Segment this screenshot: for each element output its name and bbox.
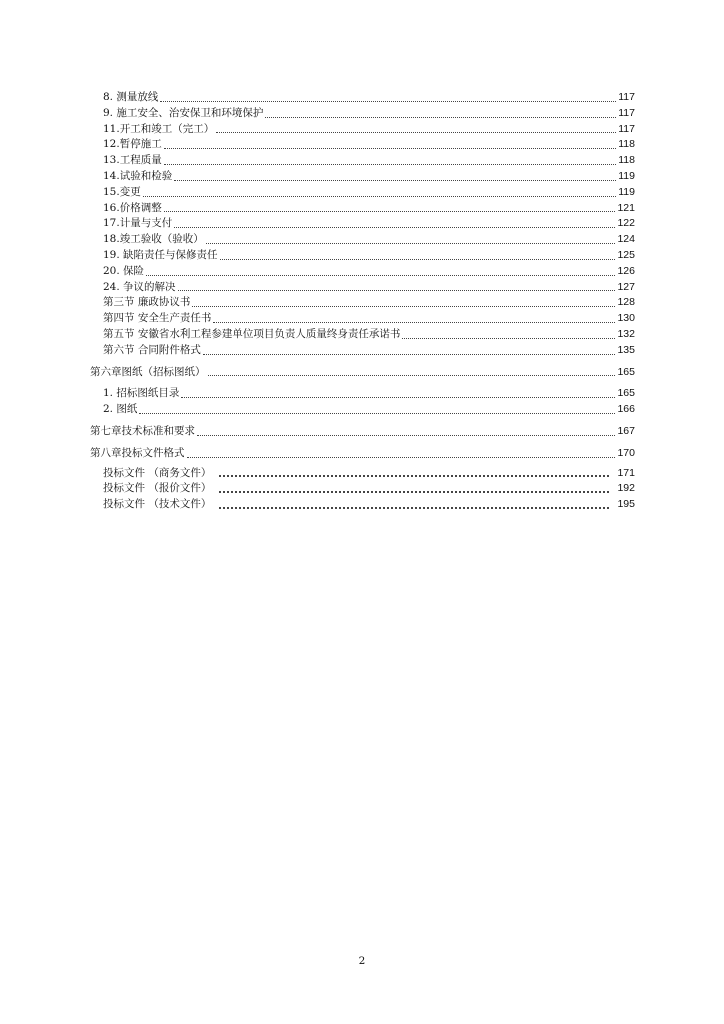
toc-label: 投标文件 （技术文件） (103, 498, 212, 511)
toc-entry[interactable] (90, 343, 635, 359)
toc-entry[interactable] (90, 216, 635, 232)
toc-entry[interactable] (90, 424, 635, 440)
toc-entry[interactable] (90, 466, 635, 482)
toc-entry[interactable] (90, 481, 635, 497)
toc-page: 128 (617, 296, 635, 309)
dot-leader (174, 226, 615, 228)
toc-entry[interactable] (90, 402, 635, 418)
toc-entry[interactable] (90, 311, 635, 327)
table-of-contents (90, 90, 635, 513)
dot-leader (213, 321, 615, 323)
dot-leader (219, 490, 609, 493)
dot-leader (220, 258, 616, 260)
toc-entry[interactable] (90, 90, 635, 106)
toc-label: 第三节 廉政协议书 (103, 296, 191, 309)
toc-page: 167 (617, 424, 635, 437)
toc-entry[interactable] (90, 497, 635, 513)
toc-label: 第六章图纸（招标图纸） (90, 365, 206, 378)
dot-leader (146, 274, 615, 276)
dot-leader (208, 374, 616, 376)
toc-entry[interactable] (90, 327, 635, 343)
toc-entry[interactable] (90, 232, 635, 248)
toc-page: 165 (617, 387, 635, 400)
toc-entry[interactable] (90, 295, 635, 311)
toc-label: 17.计量与支付 (103, 217, 173, 230)
toc-page: 165 (617, 365, 635, 378)
toc-page: 192 (617, 482, 635, 495)
toc-page: 126 (617, 264, 635, 277)
toc-page: 132 (617, 327, 635, 340)
toc-page: 125 (617, 248, 635, 261)
toc-entry[interactable] (90, 169, 635, 185)
toc-entry[interactable] (90, 122, 635, 138)
dot-leader (203, 353, 616, 355)
toc-label: 13.工程质量 (103, 154, 162, 167)
toc-page: 117 (618, 91, 635, 103)
toc-page: 122 (617, 217, 635, 230)
toc-entry[interactable] (90, 248, 635, 264)
dot-leader (181, 396, 615, 398)
toc-page: 119 (618, 169, 635, 182)
toc-page: 117 (618, 106, 635, 119)
toc-page: 171 (617, 466, 635, 479)
toc-page: 135 (617, 343, 635, 356)
toc-page: 119 (618, 185, 635, 198)
toc-page: 118 (618, 154, 635, 167)
toc-entry[interactable] (90, 153, 635, 169)
toc-label: 24. 争议的解决 (103, 280, 176, 293)
dot-leader (219, 474, 609, 477)
toc-entry[interactable] (90, 185, 635, 201)
dot-leader (164, 210, 616, 212)
dot-leader (206, 242, 616, 244)
dot-leader (187, 456, 616, 458)
toc-label: 第七章技术标准和要求 (90, 424, 195, 437)
toc-entry[interactable] (90, 446, 635, 462)
toc-page: 170 (617, 446, 635, 459)
toc-entry[interactable] (90, 280, 635, 296)
dot-leader (265, 116, 616, 118)
toc-label: 20. 保险 (103, 264, 145, 277)
toc-label: 第六节 合同附件格式 (103, 343, 201, 356)
toc-label: 19. 缺陷责任与保修责任 (103, 248, 218, 261)
toc-label: 16.价格调整 (103, 201, 162, 214)
toc-label: 15.变更 (103, 185, 141, 198)
toc-label: 11.开工和竣工（完工） (103, 122, 215, 135)
dot-leader (143, 195, 617, 197)
toc-page: 124 (617, 233, 635, 246)
toc-label: 12.暂停施工 (103, 138, 162, 151)
toc-entry[interactable] (90, 386, 635, 402)
toc-page: 130 (617, 312, 635, 325)
dot-leader (160, 100, 616, 102)
toc-page: 118 (618, 138, 635, 151)
page-number: 2 (358, 955, 366, 967)
dot-leader (402, 337, 615, 339)
toc-label: 第五节 安徽省水利工程参建单位项目负责人质量终身责任承诺书 (103, 327, 401, 340)
dot-leader (139, 412, 615, 414)
toc-label: 8. 测量放线 (103, 91, 159, 103)
dot-leader (178, 289, 616, 291)
toc-label: 第八章投标文件格式 (90, 446, 185, 459)
toc-page: 127 (617, 280, 635, 293)
toc-label: 18.竣工验收（验收） (103, 233, 204, 246)
toc-entry[interactable] (90, 365, 635, 381)
toc-label: 1. 招标图纸目录 (103, 387, 180, 400)
toc-entry[interactable] (90, 137, 635, 153)
toc-entry[interactable] (90, 264, 635, 280)
toc-label: 投标文件 （报价文件） (103, 482, 212, 495)
dot-leader (192, 305, 615, 307)
toc-label: 9. 施工安全、治安保卫和环境保护 (103, 106, 264, 119)
toc-page: 121 (617, 201, 635, 214)
toc-page: 117 (618, 122, 635, 135)
toc-page: 195 (617, 498, 635, 511)
toc-entry[interactable] (90, 201, 635, 217)
dot-leader (197, 434, 615, 436)
dot-leader (164, 163, 617, 165)
dot-leader (219, 506, 609, 509)
toc-label: 投标文件 （商务文件） (103, 466, 212, 479)
toc-entry[interactable] (90, 106, 635, 122)
toc-label: 14.试验和检验 (103, 169, 173, 182)
dot-leader (216, 131, 616, 133)
toc-label: 2. 图纸 (103, 403, 138, 416)
toc-label: 第四节 安全生产责任书 (103, 312, 212, 325)
toc-page: 166 (617, 403, 635, 416)
dot-leader (174, 179, 616, 181)
dot-leader (164, 147, 617, 149)
